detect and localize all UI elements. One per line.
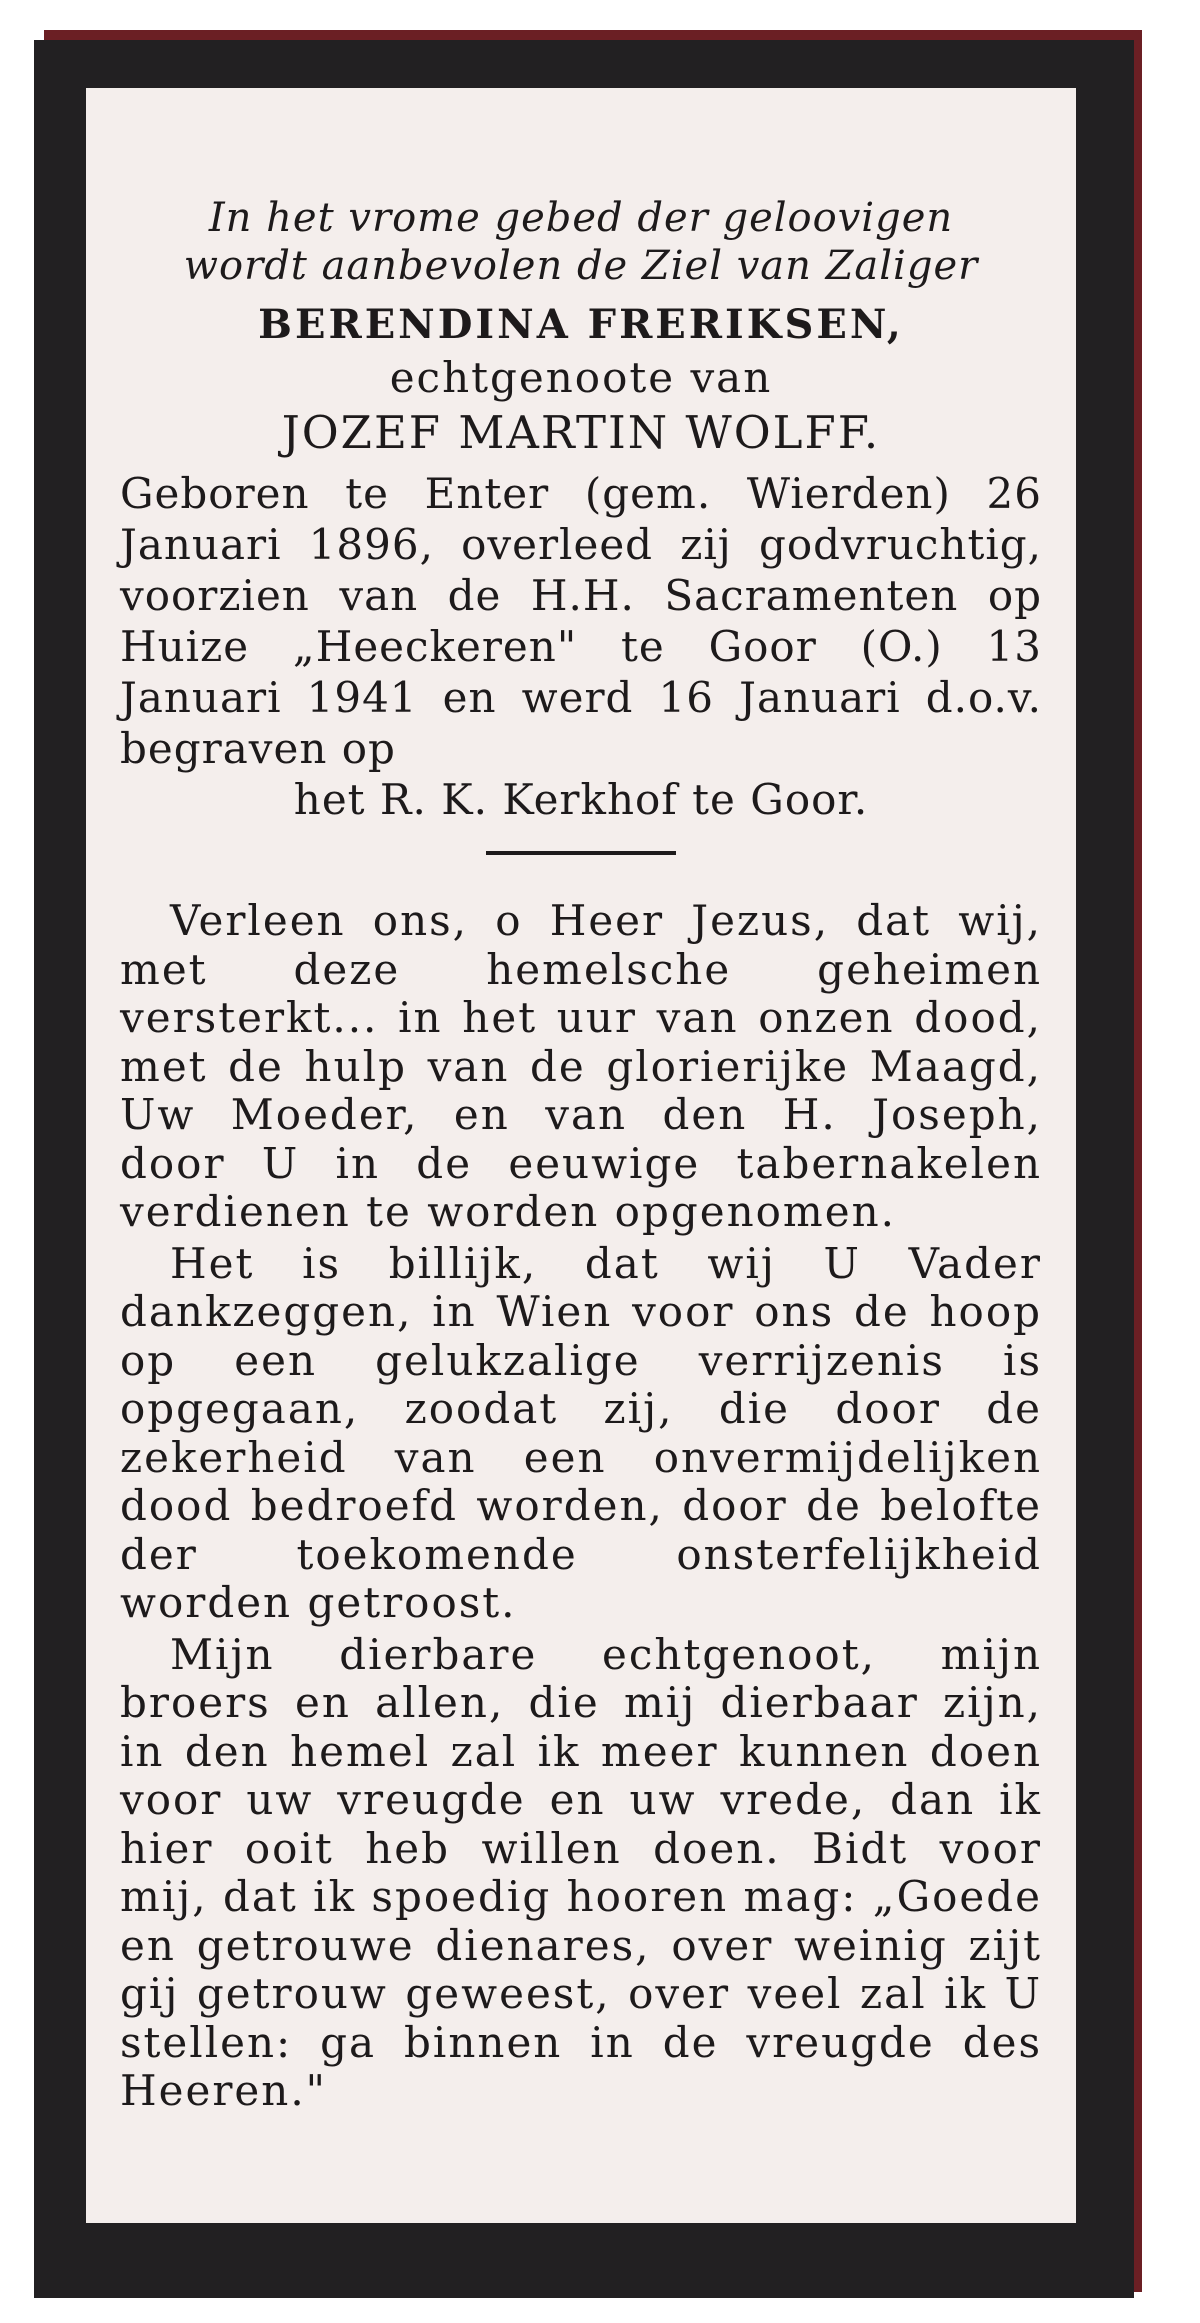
divider-rule xyxy=(486,851,676,855)
prayer-paragraph: Het is billijk, dat wij U Vader dankzeggen, in Wien voor ons de hoop op een gelukzalige verrijzenis is opgegaan, zoodat zij, die door de zekerheid van een onvermijdelijken dood bedroefd worden, door de belofte der toekomende onsterfelijkheid worden getroost. xyxy=(120,1238,1042,1627)
biography-text: Geboren te Enter (gem. Wierden) 26 Januari 1896, overleed zij godvruchtig, voorzien van de H.H. Sacramenten op Huize „Heeckeren" te Goor (O.) 13 Januari 1941 en werd 16 Januari d.o.v. begraven op xyxy=(120,469,1042,773)
intro-line: In het vrome gebed der geloovigen xyxy=(208,195,954,241)
biography-last-line: het R. K. Kerkhof te Goor. xyxy=(293,775,869,824)
card-text-panel xyxy=(86,88,1076,2223)
intro-line: wordt aanbevolen de Ziel van Zaliger xyxy=(183,243,979,289)
prayer-paragraph: Mijn dierbare echtgenoot, mijn broers en allen, die mij dierbaar zijn, in den hemel zal ik meer kunnen doen voor uw vreugde en uw vrede, dan ik hier ooit heb willen doen. Bidt voor mij, dat ik spoedig hooren mag: „Goede en getrouwe dienares, over weinig zijt gij getrouw geweest, over veel zal ik U stellen: ga binnen in de vreugde des Heeren." xyxy=(120,1629,1042,2115)
spouse-name: JOZEF MARTIN WOLFF. xyxy=(281,406,881,459)
intro-text xyxy=(120,194,1042,290)
deceased-name: BERENDINA FRERIKSEN, xyxy=(258,301,904,348)
prayer-paragraph: Verleen ons, o Heer Jezus, dat wij, met deze hemelsche geheimen versterkt... in het uur van onzen dood, met de hulp van de glorierijke Maagd, Uw Moeder, en van den H. Joseph, door U in de eeuwige tabernakelen verdienen te worden opgenomen. xyxy=(120,896,1042,1236)
memorial-card xyxy=(34,40,1134,2298)
spouse-label: echtgenoote van xyxy=(389,353,773,402)
